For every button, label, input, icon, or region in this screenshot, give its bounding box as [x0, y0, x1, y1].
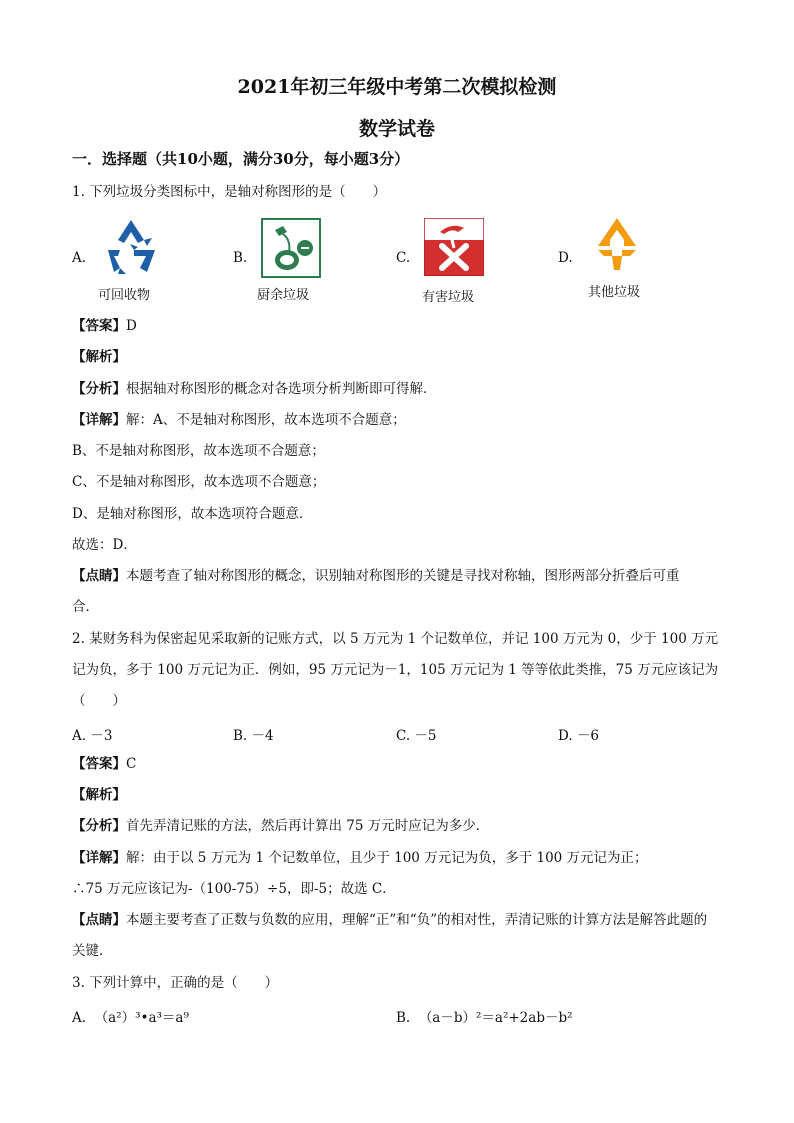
dianjing-tag: 【点睛】 — [72, 568, 126, 584]
q1-option-a-letter: A. — [72, 250, 87, 266]
q1-line-b: B、不是轴对称图形，故本选项不合题意； — [72, 443, 325, 459]
q2-option-a — [72, 724, 112, 744]
q1-choose: 故选：D． — [72, 537, 137, 553]
dianjing-tag: 【点睛】 — [72, 912, 126, 928]
option-value: －4 — [251, 728, 274, 744]
option-value: （a－b）²＝a²+2ab－b² — [418, 1010, 573, 1026]
fenxi-text: 根据轴对称图形的概念对各选项分析判断即可得解． — [126, 381, 437, 397]
q2-stem-3: （ ） — [72, 693, 126, 709]
q2-fenxi — [72, 817, 489, 835]
other-waste-icon — [594, 216, 640, 272]
q1-line-d: D、是轴对称图形，故本选项符合题意． — [72, 506, 313, 522]
q1-option-c-letter: C. — [396, 250, 411, 266]
recycle-icon — [100, 216, 162, 278]
option-value: （a²）³•a³＝a⁹ — [94, 1010, 189, 1026]
option-letter: B. — [233, 728, 248, 744]
q2-therefore: ∴75 万元应该记为-（100-75）÷5，即-5；故选 C． — [72, 881, 396, 897]
q1-option-c-caption: 有害垃圾 — [422, 290, 475, 305]
q1-option-a-caption: 可回收物 — [98, 288, 151, 303]
q2-answer — [72, 755, 136, 773]
q2-option-b — [233, 724, 274, 744]
option-letter: C. — [396, 728, 411, 744]
q2-dianjing-cont: 关键． — [72, 943, 113, 959]
xiangjie-text: 解：A、不是轴对称图形，故本选项不合题意； — [126, 412, 406, 428]
q1-dianjing — [72, 567, 680, 585]
kitchen-waste-icon — [261, 218, 321, 278]
q1-option-d-caption: 其他垃圾 — [588, 285, 641, 300]
xiangjie-text: 解：由于以 5 万元为 1 个记数单位，且少于 100 万元记为负，多于 100 万元记为正； — [126, 850, 648, 866]
answer-value: D — [126, 318, 137, 334]
exam-title: 2021年初三年级中考第二次模拟检测 — [237, 76, 557, 98]
q3-stem: 3. 下列计算中，正确的是（ ） — [72, 975, 279, 991]
xiangjie-tag: 【详解】 — [72, 850, 126, 866]
answer-tag: 【答案】 — [72, 756, 126, 772]
answer-tag: 【答案】 — [72, 318, 126, 334]
q1-stem: 1. 下列垃圾分类图标中，是轴对称图形的是（ ） — [72, 184, 387, 200]
option-letter: B. — [396, 1010, 411, 1026]
q1-dianjing-cont: 合． — [72, 599, 99, 615]
q2-option-d — [558, 724, 599, 744]
analysis-tag: 【解析】 — [72, 349, 126, 365]
dianjing-text: 本题主要考查了正数与负数的应用，理解“正”和“负”的相对性，弄清记账的计算方法是解答此题的 — [126, 912, 708, 928]
q2-dianjing — [72, 911, 707, 929]
q2-stem-1: 2. 某财务科为保密起见采取新的记账方式，以 5 万元为 1 个记数单位，并记 100 万元为 0，少于 100 万元 — [72, 631, 719, 647]
q1-answer — [72, 317, 137, 335]
section-heading: 一．选择题（共10小题，满分30分，每小题3分） — [72, 150, 410, 168]
q1-fenxi — [72, 380, 437, 398]
q1-option-b-caption: 厨余垃圾 — [257, 288, 310, 303]
q2-option-c — [396, 724, 437, 744]
dianjing-text: 本题考查了轴对称图形的概念，识别轴对称图形的关键是寻找对称轴，图形两部分折叠后可重 — [126, 568, 680, 584]
q2-analysis-tag — [72, 786, 126, 804]
q1-option-b-letter: B. — [233, 250, 248, 266]
option-value: －5 — [414, 728, 437, 744]
q3-option-a — [72, 1006, 189, 1026]
fenxi-tag: 【分析】 — [72, 381, 126, 397]
q1-option-d-letter: D. — [558, 250, 573, 266]
q1-xiangjie — [72, 411, 406, 429]
q1-line-c: C、不是轴对称图形，故本选项不合题意； — [72, 474, 326, 490]
q3-option-b — [396, 1006, 573, 1026]
option-letter: A. — [72, 728, 87, 744]
fenxi-text: 首先弄清记账的方法，然后再计算出 75 万元时应记为多少． — [126, 818, 490, 834]
exam-subtitle: 数学试卷 — [358, 118, 435, 140]
analysis-tag: 【解析】 — [72, 787, 126, 803]
fenxi-tag: 【分析】 — [72, 818, 126, 834]
q2-stem-2: 记为负，多于 100 万元记为正．例如，95 万元记为－1，105 万元记为 1 等等依此类推，75 万元应该记为 — [72, 662, 719, 678]
option-letter: D. — [558, 728, 573, 744]
q1-analysis-tag — [72, 348, 126, 366]
xiangjie-tag: 【详解】 — [72, 412, 126, 428]
option-letter: A. — [72, 1010, 87, 1026]
option-value: －6 — [576, 728, 600, 744]
answer-value: C — [126, 756, 137, 772]
hazardous-waste-icon — [424, 218, 484, 276]
q2-xiangjie — [72, 849, 648, 867]
option-value: －3 — [90, 728, 113, 744]
